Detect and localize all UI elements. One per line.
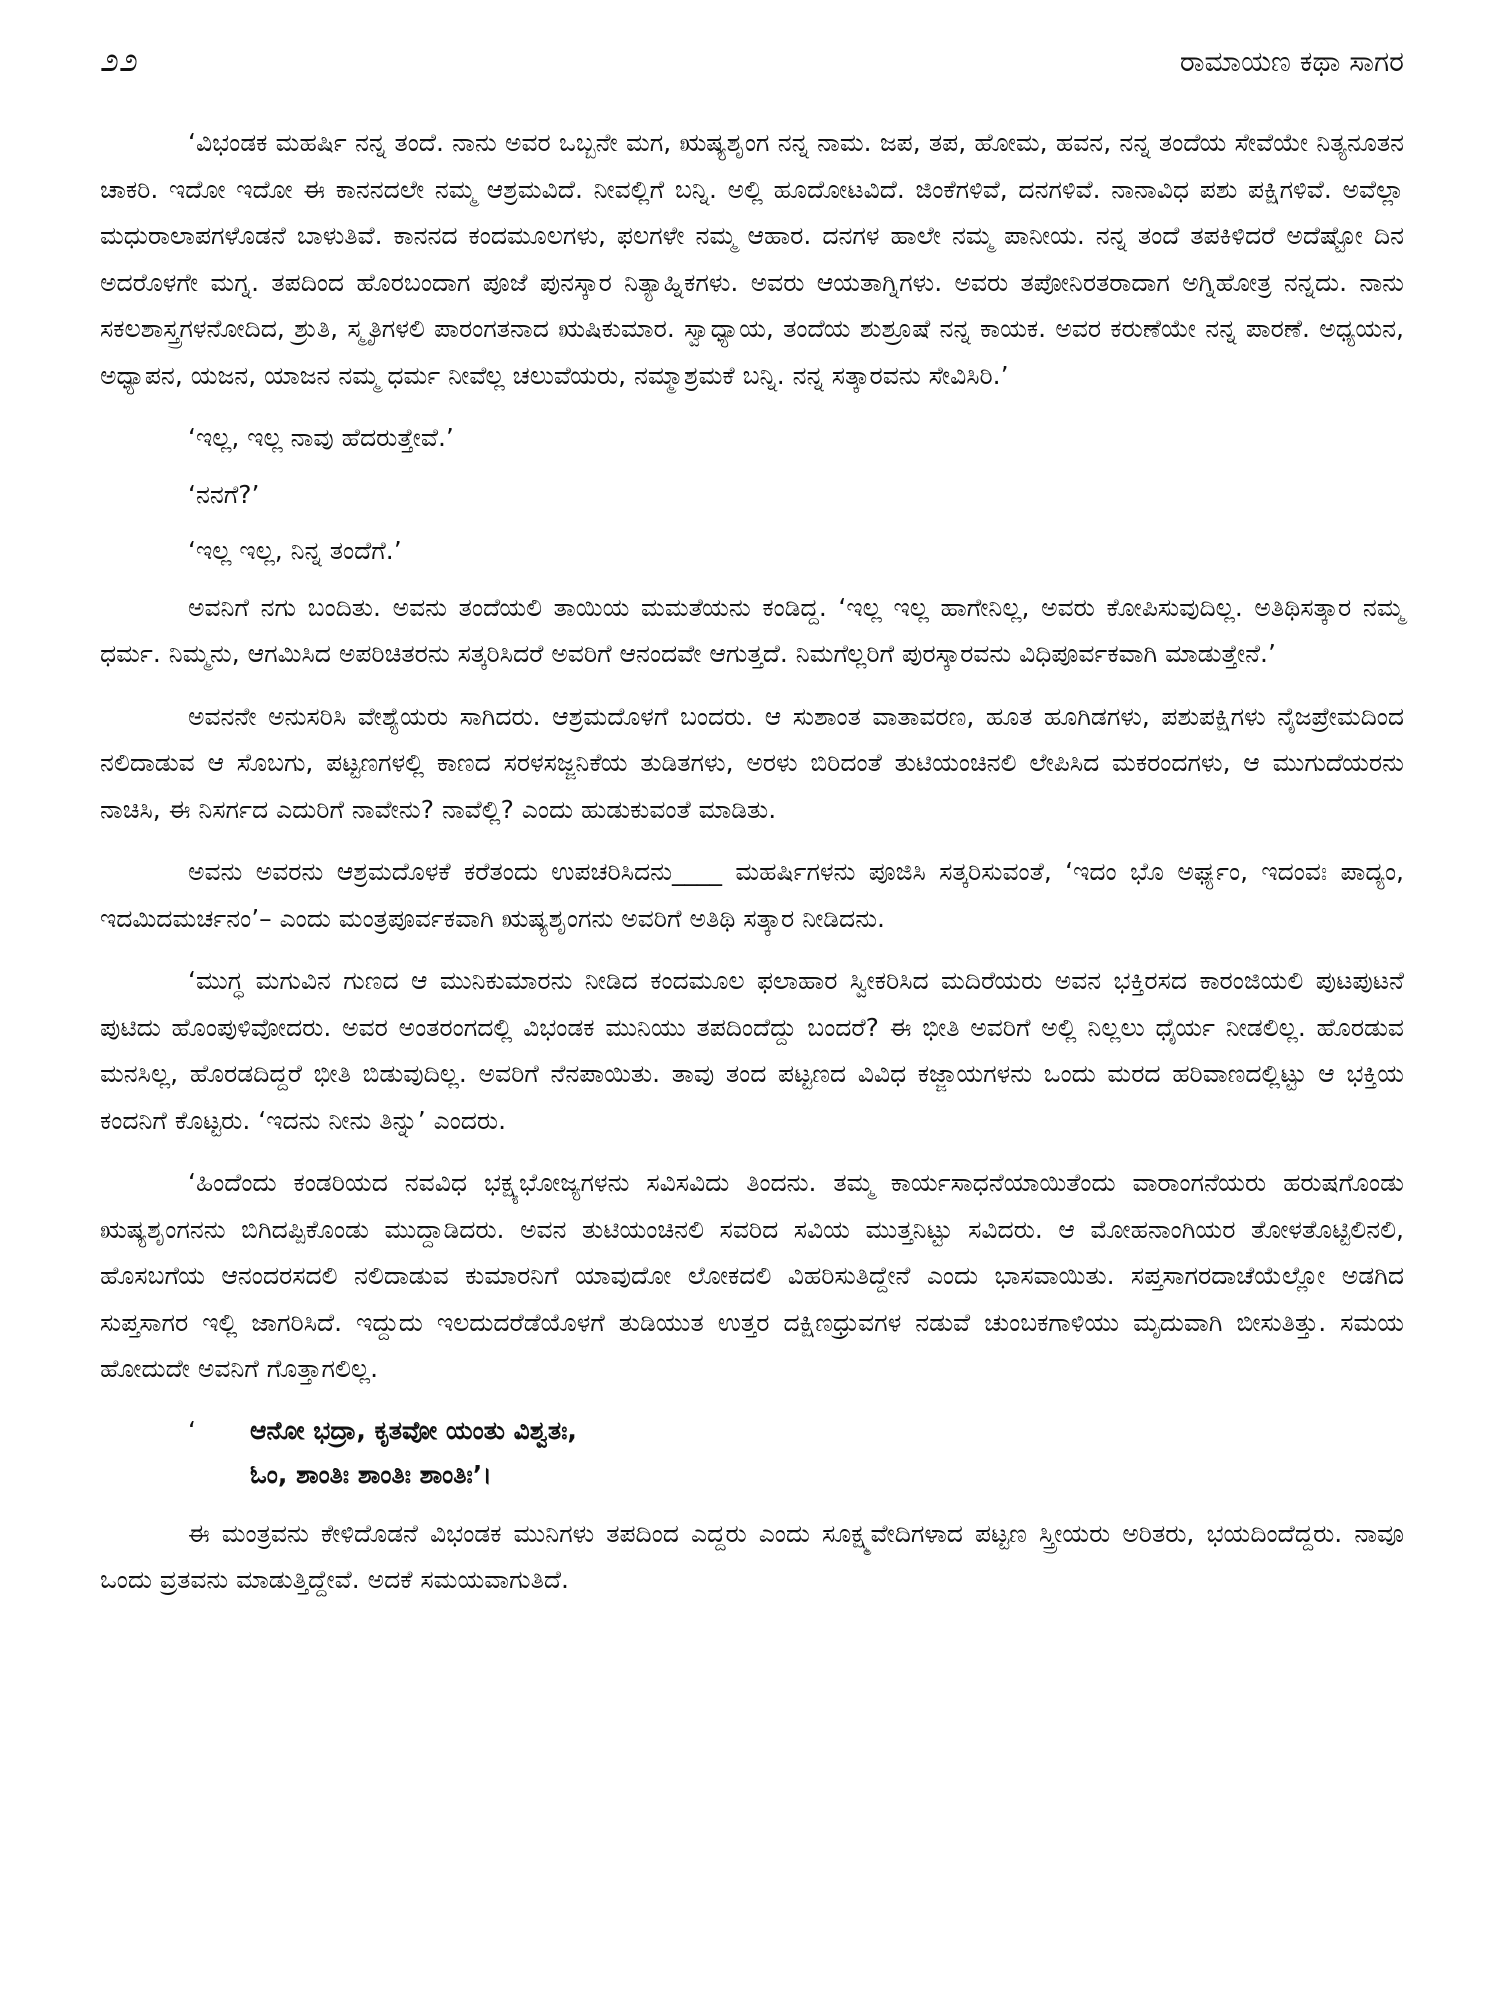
paragraph: ಅವನು ಅವರನು ಆಶ್ರಮದೊಳಕೆ ಕರೆತಂದು ಉಪಚರಿಸಿದನು____ ಮಹರ್ಷಿಗಳನು ಪೂಜಿಸಿ ಸತ್ಕರಿಸುವಂತೆ, ‘ಇದಂ ಭೊ ಅರ್ಘ್ಯಂ, ಇದಂವಃ ಪಾದ್ಯಂ, ಇದಮಿದಮರ್ಚನಂ’– ಎಂದು ಮಂತ್ರಪೂರ್ವಕವಾಗಿ ಋಷ್ಯಶೃಂಗನು ಅವರಿಗೆ ಅತಿಥಿ ಸತ್ಕಾರ ನೀಡಿದನು.: [100, 857, 1404, 933]
paragraph: ‘ಮುಗ್ಧ ಮಗುವಿನ ಗುಣದ ಆ ಮುನಿಕುಮಾರನು ನೀಡಿದ ಕಂದಮೂಲ ಫಲಾಹಾರ ಸ್ವೀಕರಿಸಿದ ಮದಿರೆಯರು ಅವನ ಭಕ್ತಿರಸದ ಕಾರಂಜಿಯಲಿ ಪುಟಪುಟನೆ ಪುಟಿದು ಹೊಂಪುಳಿವೋದರು. ಅವರ ಅಂತರಂಗದಲ್ಲಿ ವಿಭಂಡಕ ಮುನಿಯು ತಪದಿಂದೆದ್ದು ಬಂದರೆ? ಈ ಭೀತಿ ಅವರಿಗೆ ಅಲ್ಲಿ ನಿಲ್ಲಲು ಧೈರ್ಯ ನೀಡಲಿಲ್ಲ. ಹೊರಡುವ ಮನಸಿಲ್ಲ, ಹೊರಡದಿದ್ದರೆ ಭೀತಿ ಬಿಡುವುದಿಲ್ಲ. ಅವರಿಗೆ ನೆನಪಾಯಿತು. ತಾವು ತಂದ ಪಟ್ಟಣದ ವಿವಿಧ ಕಜ್ಜಾಯಗಳನು ಒಂದು ಮರದ ಹರಿವಾಣದಲ್ಲಿಟ್ಟು ಆ ಭಕ್ತಿಯ ಕಂದನಿಗೆ ಕೊಟ್ಟರು. ‘ಇದನು ನೀನು ತಿನ್ನು’ ಎಂದರು.: [100, 966, 1404, 1135]
mantra-verse: [188, 1409, 1404, 1497]
paragraph: ‘ವಿಭಂಡಕ ಮಹರ್ಷಿ ನನ್ನ ತಂದೆ. ನಾನು ಅವರ ಒಬ್ಬನೇ ಮಗ, ಋಷ್ಯಶೃಂಗ ನನ್ನ ನಾಮ. ಜಪ, ತಪ, ಹೋಮ, ಹವನ, ನನ್ನ ತಂದೆಯ ಸೇವೆಯೇ ನಿತ್ಯನೂತನ ಚಾಕರಿ. ಇದೋ ಇದೋ ಈ ಕಾನನದಲೇ ನಮ್ಮ ಆಶ್ರಮವಿದೆ. ನೀವಲ್ಲಿಗೆ ಬನ್ನಿ. ಅಲ್ಲಿ ಹೂದೋಟವಿದೆ. ಜಿಂಕೆಗಳಿವೆ, ದನಗಳಿವೆ. ನಾನಾವಿಧ ಪಶು ಪಕ್ಷಿಗಳಿವೆ. ಅವೆಲ್ಲಾ ಮಧುರಾಲಾಪಗಳೊಡನೆ ಬಾಳುತಿವೆ. ಕಾನನದ ಕಂದಮೂಲಗಳು, ಫಲಗಳೇ ನಮ್ಮ ಆಹಾರ. ದನಗಳ ಹಾಲೇ ನಮ್ಮ ಪಾನೀಯ. ನನ್ನ ತಂದೆ ತಪಕಿಳಿದರೆ ಅದೆಷ್ಟೋ ದಿನ ಅದರೊಳಗೇ ಮಗ್ನ. ತಪದಿಂದ ಹೊರಬಂದಾಗ ಪೂಜೆ ಪುನಸ್ಕಾರ ನಿತ್ಯಾಹ್ನಿಕಗಳು. ಅವರು ಆಯತಾಗ್ನಿಗಳು. ಅವರು ತಪೋನಿರತರಾದಾಗ ಅಗ್ನಿಹೋತ್ರ ನನ್ನದು. ನಾನು ಸಕಲಶಾಸ್ತ್ರಗಳನೋದಿದ, ಶ್ರುತಿ, ಸ್ಮೃತಿಗಳಲಿ ಪಾರಂಗತನಾದ ಋಷಿಕುಮಾರ. ಸ್ವಾಧ್ಯಾಯ, ತಂದೆಯ ಶುಶ್ರೂಷೆ ನನ್ನ ಕಾಯಕ. ಅವರ ಕರುಣೆಯೇ ನನ್ನ ಪಾರಣೆ. ಅಧ್ಯಯನ, ಅಧ್ಯಾಪನ, ಯಜನ, ಯಾಜನ ನಮ್ಮ ಧರ್ಮ ನೀವೆಲ್ಲ ಚಲುವೆಯರು, ನಮ್ಮಾಶ್ರಮಕೆ ಬನ್ನಿ. ನನ್ನ ಸತ್ಕಾರವನು ಸೇವಿಸಿರಿ.’: [100, 128, 1404, 390]
body-text: [100, 120, 1404, 1604]
page-header: [100, 40, 1404, 100]
dialogue-line: ‘ನನಗೆ?’: [188, 479, 260, 509]
verse-line-1-text: ಆನೋ ಭದ್ರಾ, ಕೃತವೋ ಯಂತು ವಿಶ್ವತಃ,: [250, 1415, 577, 1445]
paragraph: ಅವನಿಗೆ ನಗು ಬಂದಿತು. ಅವನು ತಂದೆಯಲಿ ತಾಯಿಯ ಮಮತೆಯನು ಕಂಡಿದ್ದ. ‘ಇಲ್ಲ ಇಲ್ಲ ಹಾಗೇನಿಲ್ಲ, ಅವರು ಕೋಪಿಸುವುದಿಲ್ಲ. ಅತಿಥಿಸತ್ಕಾರ ನಮ್ಮ ಧರ್ಮ. ನಿಮ್ಮನು, ಆಗಮಿಸಿದ ಅಪರಿಚಿತರನು ಸತ್ಕರಿಸಿದರೆ ಅವರಿಗೆ ಆನಂದವೇ ಆಗುತ್ತದೆ. ನಿಮಗೆಲ್ಲರಿಗೆ ಪುರಸ್ಕಾರವನು ವಿಧಿಪೂರ್ವಕವಾಗಿ ಮಾಡುತ್ತೇನೆ.’: [100, 592, 1404, 668]
verse-line-2: ಓಂ, ಶಾಂತಿಃ ಶಾಂತಿಃ ಶಾಂತಿಃ’।: [250, 1459, 492, 1489]
closing-paragraph: ಈ ಮಂತ್ರವನು ಕೇಳಿದೊಡನೆ ವಿಭಂಡಕ ಮುನಿಗಳು ತಪದಿಂದ ಎದ್ದರು ಎಂದು ಸೂಕ್ಷ್ಮವೇದಿಗಳಾದ ಪಟ್ಟಣ ಸ್ತ್ರೀಯರು ಅರಿತರು, ಭಯದಿಂದೆದ್ದರು. ನಾವೂ ಒಂದು ವ್ರತವನು ಮಾಡುತ್ತಿದ್ದೇವೆ. ಅದಕೆ ಸಮಯವಾಗುತಿದೆ.: [100, 1518, 1404, 1594]
paragraph: ಅವನನೇ ಅನುಸರಿಸಿ ವೇಶ್ಯೆಯರು ಸಾಗಿದರು. ಆಶ್ರಮದೊಳಗೆ ಬಂದರು. ಆ ಸುಶಾಂತ ವಾತಾವರಣ, ಹೂತ ಹೂಗಿಡಗಳು, ಪಶುಪಕ್ಷಿಗಳು ನೈಜಪ್ರೇಮದಿಂದ ನಲಿದಾಡುವ ಆ ಸೊಬಗು, ಪಟ್ಟಣಗಳಲ್ಲಿ ಕಾಣದ ಸರಳಸಜ್ಜನಿಕೆಯ ತುಡಿತಗಳು, ಅರಳು ಬಿರಿದಂತೆ ತುಟಿಯಂಚಿನಲಿ ಲೇಪಿಸಿದ ಮಕರಂದಗಳು, ಆ ಮುಗುದೆಯರನು ನಾಚಿಸಿ, ಈ ನಿಸರ್ಗದ ಎದುರಿಗೆ ನಾವೇನು? ನಾವೆಲ್ಲಿ? ಎಂದು ಹುಡುಕುವಂತೆ ಮಾಡಿತು.: [100, 701, 1404, 824]
dialogue-line: ‘ಇಲ್ಲ ಇಲ್ಲ, ನಿನ್ನ ತಂದೆಗೆ.’: [188, 536, 402, 565]
page-number: ೨೨: [100, 40, 139, 80]
paragraph: ‘ಹಿಂದೆಂದು ಕಂಡರಿಯದ ನವವಿಧ ಭಕ್ಷ್ಯಭೋಜ್ಯಗಳನು ಸವಿಸವಿದು ತಿಂದನು. ತಮ್ಮ ಕಾರ್ಯಸಾಧನೆಯಾಯಿತೆಂದು ವಾರಾಂಗನೆಯರು ಹರುಷಗೊಂಡು ಋಷ್ಯಶೃಂಗನನು ಬಿಗಿದಪ್ಪಿಕೊಂಡು ಮುದ್ದಾಡಿದರು. ಅವನ ತುಟಿಯಂಚಿನಲಿ ಸವರಿದ ಸವಿಯ ಮುತ್ತನಿಟ್ಟು ಸವಿದರು. ಆ ಮೋಹನಾಂಗಿಯರ ತೋಳತೊಟ್ಟಿಲಿನಲಿ, ಹೊಸಬಗೆಯ ಆನಂದರಸದಲಿ ನಲಿದಾಡುವ ಕುಮಾರನಿಗೆ ಯಾವುದೋ ಲೋಕದಲಿ ವಿಹರಿಸುತಿದ್ದೇನೆ ಎಂದು ಭಾಸವಾಯಿತು. ಸಪ್ತಸಾಗರದಾಚೆಯೆಲ್ಲೋ ಅಡಗಿದ ಸುಪ್ತಸಾಗರ ಇಲ್ಲಿ ಜಾಗರಿಸಿದೆ. ಇದ್ದುದು ಇಲದುದರೆಡೆಯೊಳಗೆ ತುಡಿಯುತ ಉತ್ತರ ದಕ್ಷಿಣಧ್ರುವಗಳ ನಡುವೆ ಚುಂಬಕಗಾಳಿಯು ಮೃದುವಾಗಿ ಬೀಸುತಿತ್ತು. ಸಮಯ ಹೋದುದೇ ಅವನಿಗೆ ಗೊತ್ತಾಗಲಿಲ್ಲ.: [100, 1168, 1404, 1383]
dialogue-line: ‘ಇಲ್ಲ, ಇಲ್ಲ ನಾವು ಹೆದರುತ್ತೇವೆ.’: [188, 423, 454, 452]
verse-line-1: [188, 1409, 1404, 1453]
verse-open-quote: ‘: [188, 1415, 196, 1445]
running-title: ರಾಮಾಯಣ ಕಥಾ ಸಾಗರ: [1179, 45, 1404, 78]
